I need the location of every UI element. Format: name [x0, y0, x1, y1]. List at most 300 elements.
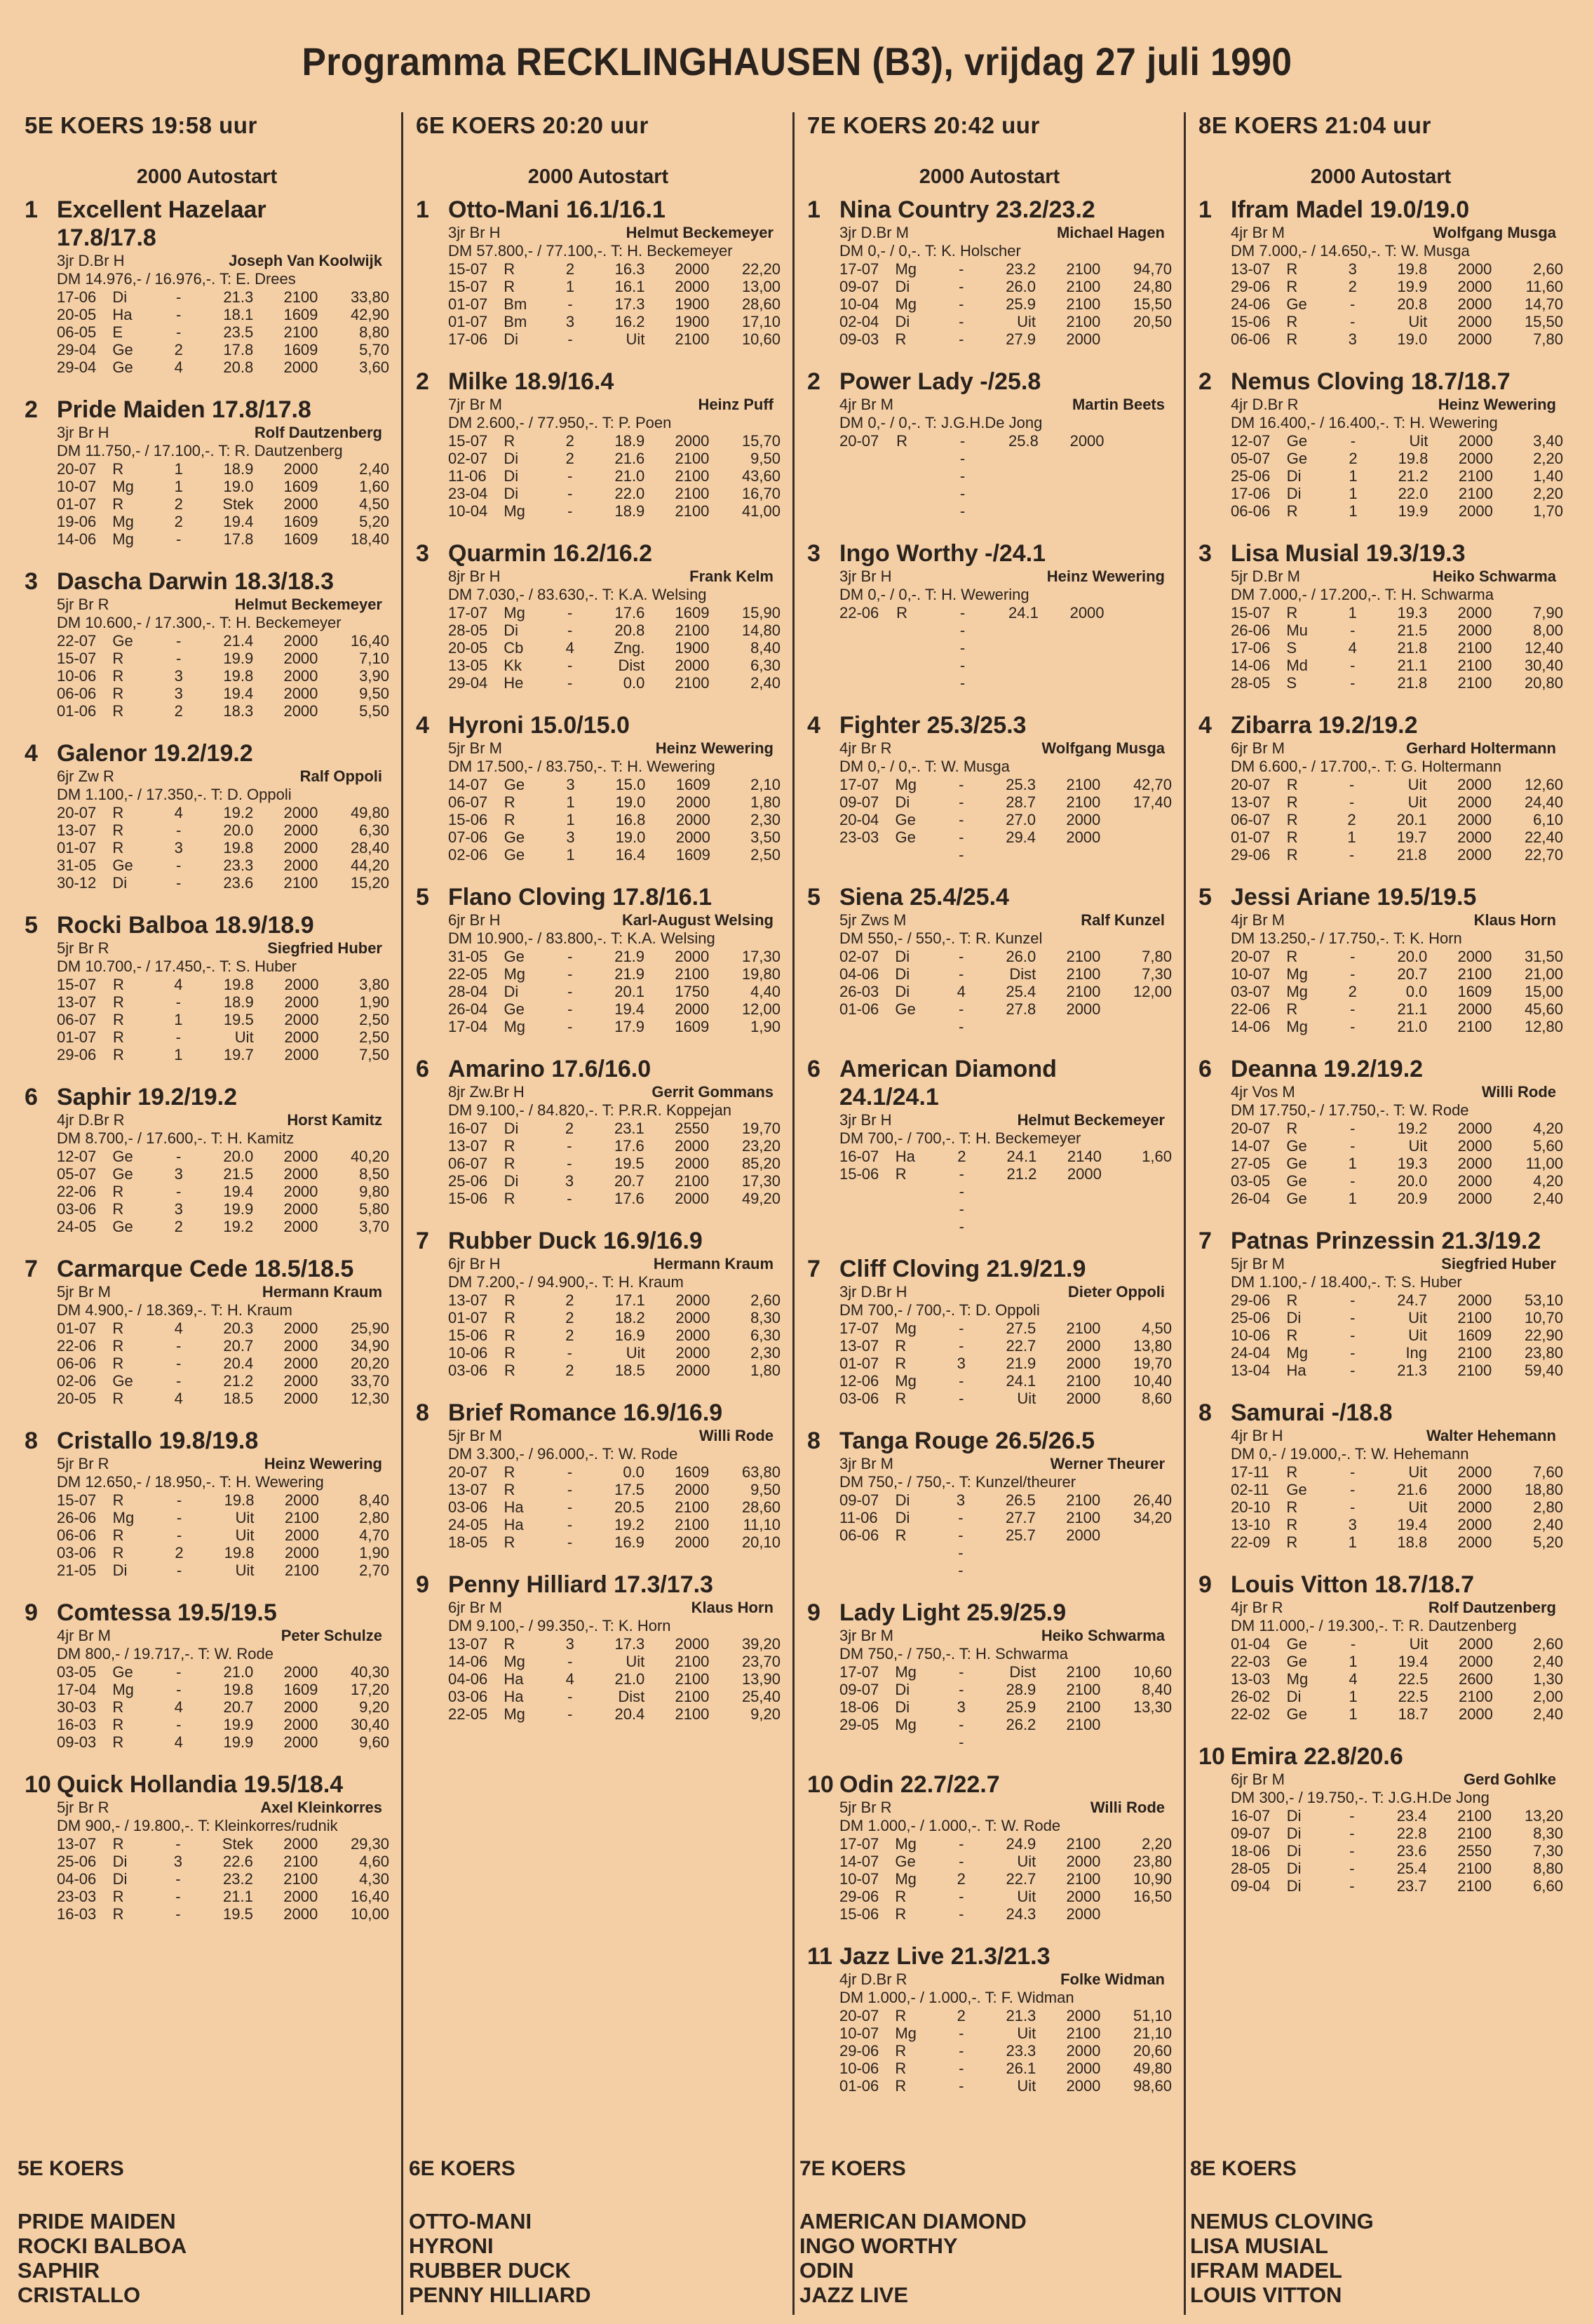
race-time: 20.1 [614, 983, 645, 1000]
race-track: Mg [895, 1319, 917, 1337]
race-odds: 9,50 [750, 1481, 781, 1498]
race-place: - [567, 1137, 572, 1155]
race-time: Uit [1407, 776, 1427, 793]
race-time: 22.7 [1006, 1337, 1036, 1355]
tip-item: PRIDE MAIDEN [18, 2209, 176, 2234]
race-date: 13-07 [448, 1635, 488, 1653]
horse-entry [1198, 711, 1563, 864]
horse-meta [1198, 911, 1563, 929]
race-date: 17-07 [839, 1319, 879, 1337]
race-distance [1036, 1218, 1102, 1235]
horse-name-row [807, 1055, 1172, 1083]
horse-earnings: DM 0,- / 0,-. T: J.G.H.De Jong [839, 414, 1043, 431]
race-row [57, 702, 389, 720]
race-row [839, 1491, 1172, 1509]
race-row [57, 1200, 389, 1218]
race-date: 15-06 [1231, 313, 1271, 330]
race-date: 29-04 [57, 358, 97, 376]
race-time: 20.4 [223, 1355, 254, 1372]
race-column-8e [1198, 105, 1563, 2140]
race-track: Ha [1286, 1362, 1306, 1379]
race-time: 21.6 [1397, 1481, 1428, 1498]
race-place: - [959, 1000, 964, 1018]
start-type: 2000 Autostart [136, 166, 278, 188]
race-odds: 20,20 [350, 1355, 389, 1372]
race-header: 5E KOERS 19:58 uur [25, 112, 257, 138]
race-odds: 2,20 [1142, 1835, 1172, 1853]
race-date [839, 485, 896, 502]
horse-description: 3jr Br H [57, 424, 109, 441]
race-row [839, 1200, 1172, 1218]
race-date [839, 674, 896, 692]
race-history [1231, 1120, 1563, 1207]
race-odds: 2,80 [359, 1509, 389, 1526]
race-date: 27-05 [1231, 1155, 1271, 1172]
race-track: Di [895, 1681, 910, 1698]
horse-description: 5jr Br R [57, 596, 109, 613]
race-track: R [895, 1390, 907, 1407]
race-distance: 2000 [283, 1663, 318, 1681]
race-row [839, 1835, 1172, 1853]
tips-header: 5E KOERS [18, 2157, 124, 2180]
race-distance: 1609 [675, 776, 710, 793]
horse-name: Penny Hilliard 17.3/17.3 [448, 1571, 713, 1598]
race-odds [1100, 1716, 1172, 1733]
race-odds: 17,20 [350, 1681, 389, 1698]
race-track: R [895, 1888, 907, 1905]
race-distance: 2100 [1458, 1688, 1493, 1705]
race-place: - [959, 432, 966, 450]
race-place: 3 [957, 1355, 966, 1372]
race-date: 17-07 [839, 1835, 879, 1853]
race-place: - [1350, 1481, 1356, 1498]
horse-name-row [416, 711, 781, 739]
race-date: 23-04 [448, 485, 488, 502]
race-header: 6E KOERS 20:20 uur [416, 112, 649, 138]
race-track: R [1286, 330, 1298, 348]
race-time: 26.5 [1005, 1491, 1036, 1509]
race-distance: 1609 [283, 341, 318, 358]
race-time: 19.4 [1398, 1653, 1428, 1670]
race-row [1231, 1190, 1563, 1207]
race-track: Mg [895, 1716, 917, 1733]
horse-earnings: DM 300,- / 19.750,-. T: J.G.H.De Jong [1231, 1789, 1490, 1806]
race-odds [1105, 657, 1172, 674]
horse-description: 3jr Br H [448, 224, 501, 241]
race-date: 01-07 [1231, 828, 1271, 846]
race-distance: 2100 [675, 1653, 710, 1670]
race-date: 13-07 [57, 993, 97, 1011]
race-odds: 13,90 [741, 1670, 781, 1688]
race-row [57, 632, 389, 650]
horse-name: Amarino 17.6/16.0 [448, 1056, 651, 1082]
race-distance: 2000 [1457, 622, 1492, 639]
race-row [57, 1561, 389, 1579]
race-row [1231, 1291, 1563, 1309]
race-odds: 2,40 [359, 460, 389, 478]
race-track [896, 450, 947, 467]
race-date [839, 1733, 895, 1751]
race-row [57, 1028, 389, 1046]
horse-description: 3jr Br M [839, 1627, 893, 1644]
race-odds: 2,30 [750, 811, 781, 828]
race-row [1231, 1018, 1563, 1035]
race-place: - [959, 1372, 964, 1390]
race-row [1231, 983, 1563, 1000]
race-odds [1105, 639, 1172, 657]
race-date: 15-06 [448, 1326, 488, 1344]
horse-owner: Heiko Schwarma [1432, 567, 1556, 585]
race-odds: 2,60 [1533, 1635, 1563, 1653]
race-place: - [176, 288, 182, 306]
race-distance: 2000 [283, 1165, 318, 1183]
race-date: 29-06 [57, 1046, 97, 1063]
page-title: Programma RECKLINGHAUSEN (B3), vrijdag 27 juli 1990 [302, 39, 1292, 83]
race-track: Ge [112, 1663, 133, 1681]
race-date: 15-07 [57, 1491, 97, 1509]
race-history [839, 1491, 1172, 1579]
race-track: R [112, 1835, 124, 1853]
race-time: Uit [1408, 313, 1428, 330]
race-row [448, 622, 781, 639]
horse-entry [1198, 883, 1563, 1035]
race-row [839, 604, 1172, 622]
race-time [978, 467, 1039, 485]
race-row [448, 1155, 781, 1172]
race-distance [1039, 467, 1105, 485]
horse-entry [416, 368, 781, 520]
race-date: 13-04 [1231, 1362, 1271, 1379]
horse-entry [807, 1055, 1172, 1235]
horse-name-row [25, 911, 389, 939]
horse-earnings: DM 12.650,- / 18.950,-. T: H. Wewering [57, 1473, 324, 1491]
race-time: 16.8 [615, 811, 646, 828]
race-distance: 2000 [1457, 828, 1492, 846]
race-place: - [176, 1561, 182, 1579]
horse-owner: Willi Rode [698, 1427, 774, 1444]
race-place: - [1350, 948, 1356, 965]
horse-number: 4 [807, 712, 820, 739]
race-time: Dist [618, 657, 645, 674]
race-date: 25-06 [1231, 467, 1271, 485]
race-place: - [176, 632, 182, 650]
race-row [448, 965, 781, 983]
race-track: Ge [112, 1148, 133, 1165]
race-place: 1 [1348, 604, 1357, 622]
race-odds: 6,30 [750, 657, 781, 674]
horse-name: Louis Vitton 18.7/18.7 [1231, 1571, 1475, 1598]
race-distance: 2000 [675, 1344, 710, 1362]
race-date: 02-06 [448, 846, 488, 864]
race-odds: 2,40 [1533, 1705, 1563, 1723]
race-track: R [895, 2042, 907, 2060]
horse-meta [1198, 224, 1563, 242]
race-distance: 2100 [675, 1498, 710, 1516]
horse-earnings: DM 750,- / 750,-. T: H. Schwarma [839, 1645, 1069, 1663]
race-track: Di [1286, 1860, 1302, 1877]
horse-description: 4jr Br R [1231, 1599, 1283, 1616]
column-divider [792, 112, 795, 2315]
horse-owner: Gerhard Holtermann [1406, 739, 1556, 757]
race-distance: 2000 [675, 1533, 710, 1551]
race-place: 4 [1349, 1670, 1358, 1688]
race-place: - [567, 1653, 573, 1670]
horse-name: Nemus Cloving 18.7/18.7 [1231, 368, 1511, 395]
race-date: 10-04 [839, 295, 879, 313]
race-date: 02-11 [1231, 1481, 1269, 1498]
race-distance: 2100 [1457, 657, 1492, 674]
race-row [57, 1509, 389, 1526]
race-date: 15-06 [448, 1190, 488, 1207]
race-odds: 24,40 [1524, 793, 1563, 811]
race-track [896, 485, 947, 502]
race-place: - [959, 2042, 964, 2060]
horse-name: Hyroni 15.0/15.0 [448, 712, 630, 739]
race-date: 15-07 [448, 260, 488, 278]
horse-description: 6jr Br H [448, 1255, 501, 1272]
race-date: 13-07 [448, 1137, 488, 1155]
race-place: - [176, 650, 182, 667]
race-place: - [567, 1498, 573, 1516]
race-track: Ge [895, 1853, 916, 1870]
race-odds: 6,30 [359, 821, 389, 839]
race-track: R [504, 1635, 515, 1653]
race-time: 19.2 [223, 1218, 254, 1235]
race-odds: 14,70 [1524, 295, 1563, 313]
race-time: 21.4 [223, 632, 254, 650]
race-place: - [1350, 313, 1356, 330]
race-time: 17.6 [614, 1137, 644, 1155]
race-date: 28-04 [448, 983, 488, 1000]
race-time: 17.5 [614, 1481, 644, 1498]
horse-name-row [416, 539, 781, 567]
race-row [57, 1046, 389, 1063]
horse-earnings: DM 17.750,- / 17.750,-. T: W. Rode [1231, 1101, 1469, 1119]
race-track: Mg [1286, 1670, 1309, 1688]
race-distance: 2100 [1066, 948, 1101, 965]
race-distance: 2100 [675, 1688, 710, 1705]
horse-meta [25, 1111, 389, 1129]
race-date: 24-05 [57, 1218, 97, 1235]
race-place: - [176, 306, 182, 323]
race-odds: 19,70 [1133, 1355, 1172, 1372]
race-place: - [176, 1491, 182, 1509]
race-row [57, 478, 389, 495]
race-place: - [176, 1148, 182, 1165]
horse-earnings: DM 2.600,- / 77.950,-. T: P. Poen [448, 414, 672, 431]
race-place: 1 [1348, 1155, 1357, 1172]
horse-number: 10 [25, 1771, 51, 1798]
race-place: - [959, 1165, 964, 1183]
race-row [57, 1165, 389, 1183]
race-place: - [1349, 1825, 1355, 1842]
race-track [896, 622, 947, 639]
race-row [57, 341, 389, 358]
race-place: - [176, 821, 182, 839]
race-track [895, 1733, 945, 1751]
race-odds: 1,80 [750, 1362, 781, 1379]
race-time: 19.3 [1397, 1155, 1428, 1172]
column-divider [1184, 112, 1186, 2315]
tips-5e [18, 2157, 382, 2307]
race-odds [1100, 1561, 1172, 1579]
race-odds: 8,60 [1142, 1390, 1172, 1407]
race-place: 2 [174, 702, 183, 720]
horse-name-row [807, 1255, 1172, 1283]
race-distance: 2000 [1457, 948, 1492, 965]
race-odds: 21,10 [1133, 2024, 1172, 2042]
race-date: 07-06 [448, 828, 488, 846]
horse-meta [25, 939, 389, 958]
race-time: Uit [1408, 1137, 1428, 1155]
race-odds [1100, 846, 1172, 864]
race-track: R [112, 1544, 124, 1561]
race-track [896, 467, 947, 485]
race-date: 29-05 [839, 1716, 879, 1733]
race-track: Mg [504, 604, 525, 622]
race-distance: 2000 [1066, 1888, 1101, 1905]
race-odds: 17,30 [741, 1172, 781, 1190]
race-row [839, 983, 1172, 1000]
horse-owner: Frank Kelm [689, 567, 774, 585]
race-row [57, 976, 389, 993]
race-place: 2 [1349, 450, 1358, 467]
race-time: Uit [1017, 1853, 1036, 1870]
race-distance: 2000 [1066, 2060, 1101, 2077]
race-track: Di [895, 278, 910, 295]
race-date: 26-04 [448, 1000, 488, 1018]
race-date: 11-06 [448, 467, 487, 485]
race-odds: 2,50 [359, 1011, 389, 1028]
race-row [57, 323, 389, 341]
horse-earnings: DM 550,- / 550,-. T: R. Kunzel [839, 929, 1043, 947]
race-row [839, 1018, 1172, 1035]
race-time: 25.8 [1008, 432, 1039, 450]
race-track [896, 1183, 946, 1200]
race-odds: 7,80 [1142, 948, 1172, 965]
race-time: 19.9 [223, 1733, 254, 1751]
race-history [839, 432, 1172, 520]
race-distance: 2000 [283, 857, 318, 874]
race-row [57, 1544, 389, 1561]
race-row [448, 1635, 781, 1653]
horse-name-row [25, 1771, 389, 1799]
race-place: - [175, 1888, 181, 1905]
race-track: R [113, 1028, 124, 1046]
race-date: 01-07 [57, 495, 97, 513]
race-row [57, 839, 389, 857]
race-odds: 8,00 [1533, 622, 1563, 639]
race-odds: 1,30 [1533, 1670, 1563, 1688]
horse-name-row [1198, 368, 1563, 396]
horse-description: 4jr D.Br R [839, 1970, 907, 1988]
horse-entry [1198, 1399, 1563, 1551]
race-row [448, 1533, 781, 1551]
race-track: R [1286, 604, 1298, 622]
race-place: - [1350, 432, 1356, 450]
race-time: Uit [235, 1561, 255, 1579]
race-date: 01-06 [839, 2077, 879, 2095]
race-date [839, 622, 896, 639]
race-track: Di [1286, 1842, 1302, 1860]
race-place: - [959, 639, 966, 657]
race-track: Di [504, 330, 519, 348]
race-date: 01-06 [839, 1000, 879, 1018]
race-date: 01-06 [57, 702, 97, 720]
race-time: 26.2 [1006, 1716, 1036, 1733]
race-distance: 2100 [284, 1509, 319, 1526]
race-row [1231, 639, 1563, 657]
race-track: R [1286, 1000, 1298, 1018]
race-track: R [895, 1165, 907, 1183]
race-time: 22.6 [223, 1853, 253, 1870]
race-distance: 2000 [1457, 1120, 1492, 1137]
horse-description: 4jr D.Br R [1231, 396, 1299, 413]
horse-number: 1 [416, 196, 429, 223]
race-track: Ge [1286, 1137, 1307, 1155]
race-track: Ge [112, 1218, 133, 1235]
race-time: 25.9 [1006, 295, 1036, 313]
race-track: Di [112, 1561, 128, 1579]
horse-owner: Willi Rode [1481, 1083, 1556, 1101]
race-distance: 2000 [1457, 330, 1492, 348]
race-place: - [567, 657, 573, 674]
horse-earnings: DM 750,- / 750,-. T: Kunzel/theurer [839, 1473, 1076, 1491]
horse-name-row [807, 1771, 1172, 1799]
race-row [839, 1888, 1172, 1905]
race-row [1231, 1877, 1563, 1895]
race-time: 22.0 [1398, 485, 1428, 502]
horse-name: Comtessa 19.5/19.5 [57, 1599, 277, 1626]
race-row [448, 604, 781, 622]
tip-item: AMERICAN DIAMOND [799, 2209, 1027, 2234]
race-odds: 12,30 [350, 1390, 389, 1407]
race-distance: 2100 [675, 502, 710, 520]
race-row [1231, 811, 1563, 828]
race-date: 13-10 [1231, 1516, 1271, 1533]
race-odds: 29,30 [350, 1835, 389, 1853]
race-date [839, 450, 896, 467]
race-track: R [1286, 1326, 1298, 1344]
race-date: 17-07 [839, 260, 879, 278]
race-distance: 2100 [1457, 1807, 1492, 1825]
race-time: 19.9 [1398, 502, 1428, 520]
race-odds: 22,20 [741, 260, 781, 278]
race-place: - [567, 1705, 573, 1723]
race-odds: 5,60 [1533, 1137, 1563, 1155]
race-place: - [959, 828, 964, 846]
race-distance: 2000 [1067, 1165, 1102, 1183]
race-date: 04-06 [839, 965, 879, 983]
race-distance: 2000 [283, 804, 318, 821]
horse-name-row [25, 1599, 389, 1627]
race-odds: 11,10 [743, 1516, 781, 1533]
race-date [839, 502, 896, 520]
race-track [896, 1200, 946, 1218]
tip-item: LISA MUSIAL [1190, 2234, 1328, 2258]
race-row [1231, 1653, 1563, 1670]
race-date: 23-03 [57, 1888, 97, 1905]
race-time: 20.9 [1397, 1190, 1428, 1207]
horse-name-row [416, 1227, 781, 1255]
race-date: 13-07 [448, 1481, 488, 1498]
race-row [839, 1337, 1172, 1355]
race-place: - [959, 622, 966, 639]
race-distance: 2000 [1066, 1355, 1101, 1372]
race-odds: 2,80 [1533, 1498, 1563, 1516]
race-row [57, 1183, 389, 1200]
horse-description: 6jr Br H [448, 911, 501, 929]
